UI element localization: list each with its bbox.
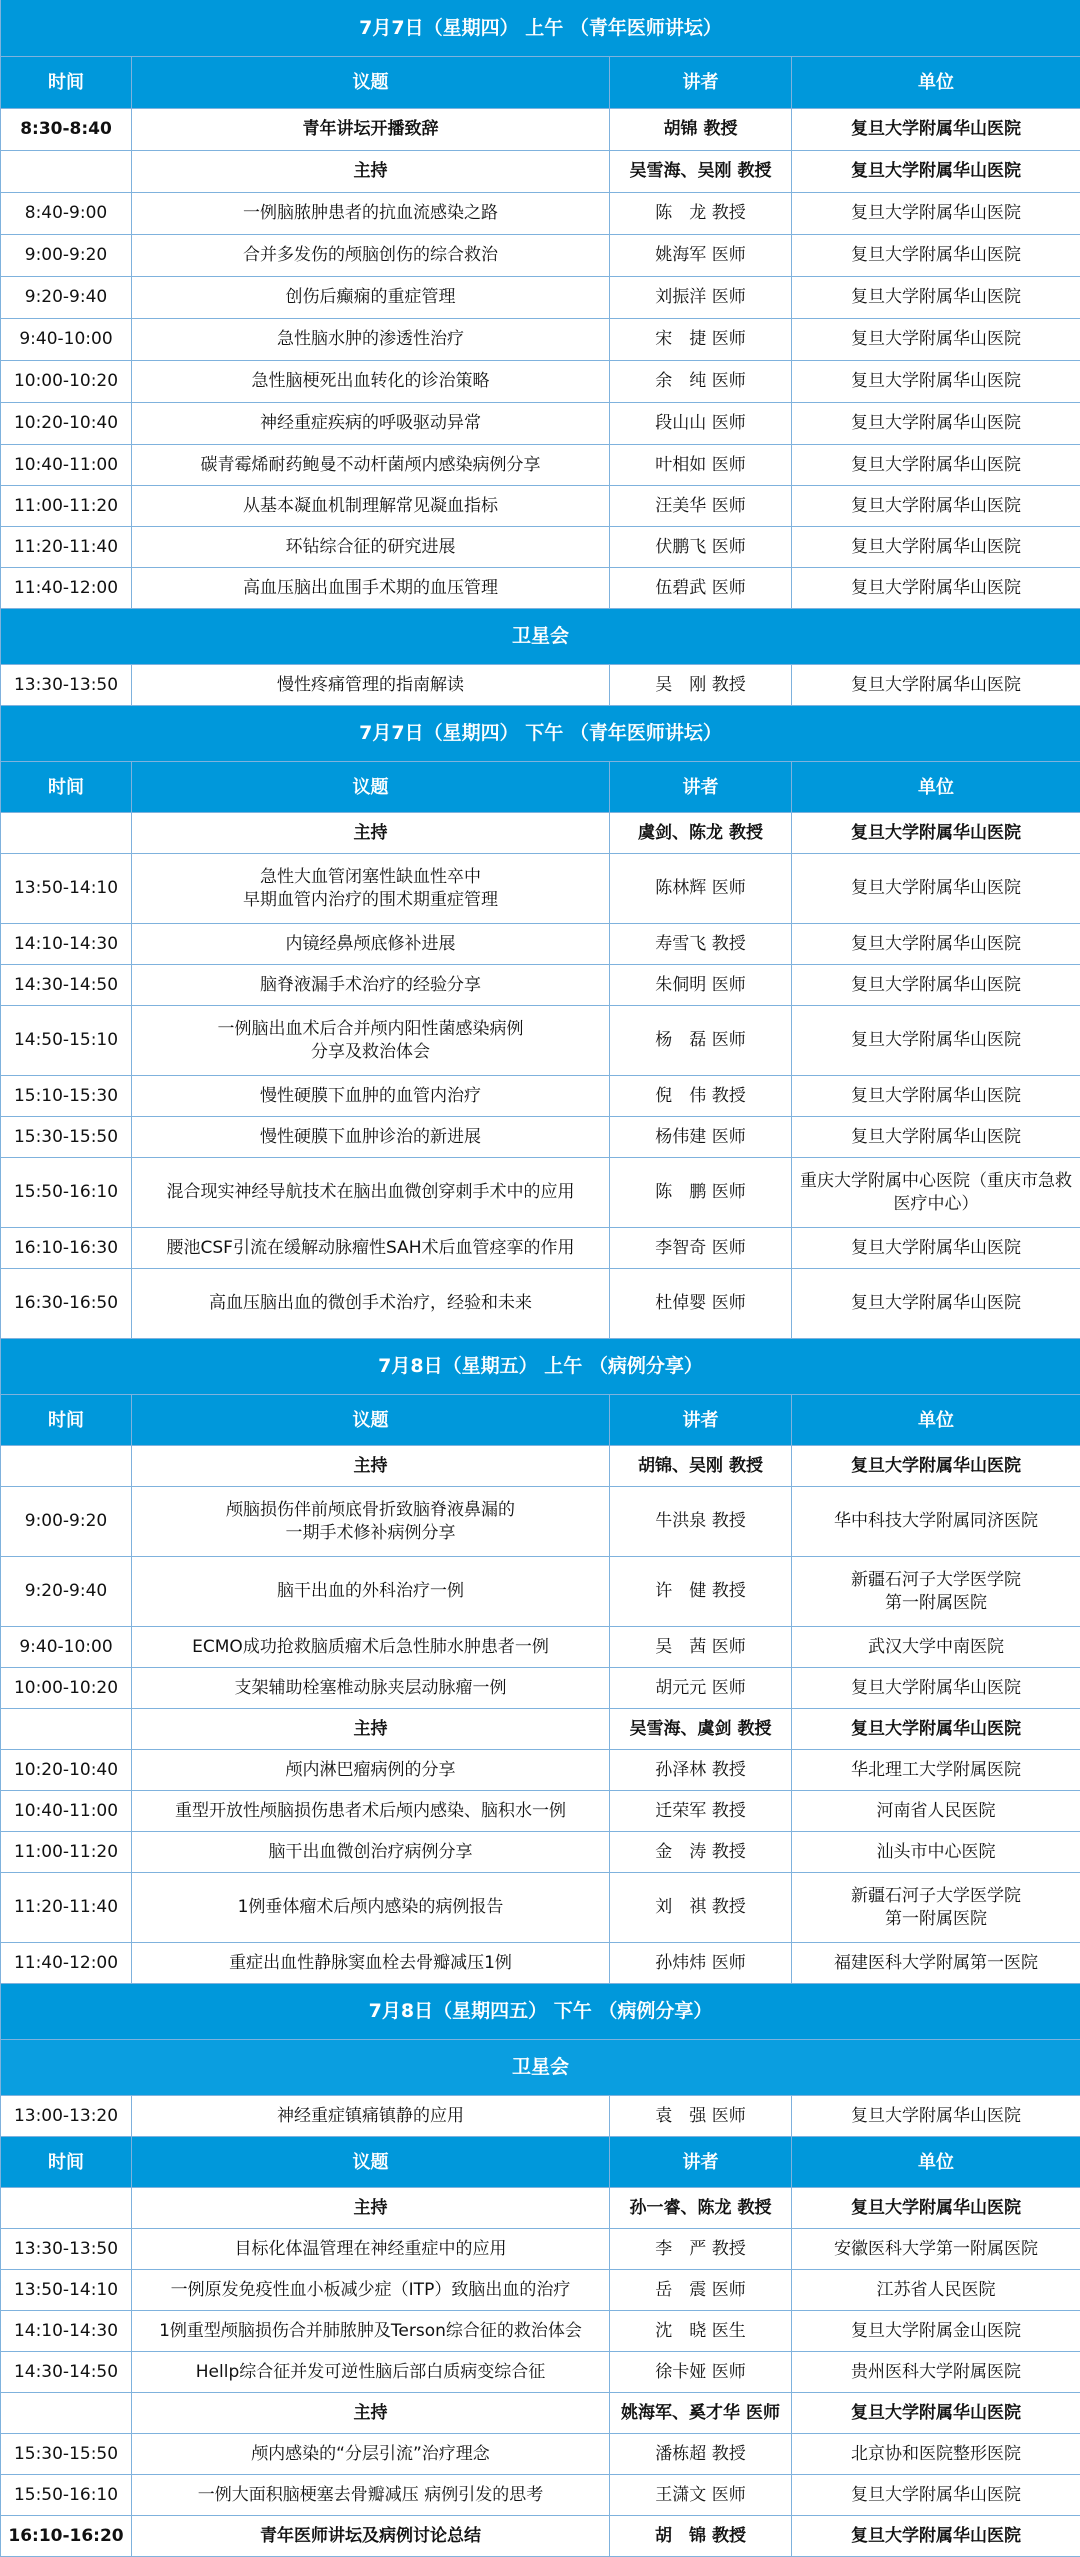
- unit-cell: 复旦大学附属华山医院: [792, 1668, 1080, 1709]
- speaker-cell: 李 严 教授: [610, 2229, 792, 2270]
- topic-cell: 急性脑水肿的渗透性治疗: [132, 319, 610, 361]
- column-header-speaker: 讲者: [610, 1395, 792, 1446]
- unit-cell: 重庆大学附属中心医院（重庆市急救医疗中心）: [792, 1158, 1080, 1228]
- unit-cell: 复旦大学附属华山医院: [792, 361, 1080, 403]
- topic-cell: 1例重型颅脑损伤合并肺脓肿及Terson综合征的救治体会: [132, 2311, 610, 2352]
- topic-cell: 一例脑脓肿患者的抗血流感染之路: [132, 193, 610, 235]
- time-cell: 11:20-11:40: [1, 527, 132, 568]
- topic-cell: 主持: [132, 1446, 610, 1487]
- unit-cell: 复旦大学附属华山医院: [792, 193, 1080, 235]
- topic-cell: 颅脑损伤伴前颅底骨折致脑脊液鼻漏的 一期手术修补病例分享: [132, 1487, 610, 1557]
- time-cell: [1, 1709, 132, 1750]
- speaker-cell: 胡锦、吴刚 教授: [610, 1446, 792, 1487]
- time-cell: 14:10-14:30: [1, 924, 132, 965]
- speaker-cell: 徐卡娅 医师: [610, 2352, 792, 2393]
- section-title: 卫星会: [1, 2040, 1080, 2096]
- time-cell: 8:40-9:00: [1, 193, 132, 235]
- time-cell: [1, 1446, 132, 1487]
- speaker-cell: 叶相如 医师: [610, 445, 792, 486]
- unit-cell: 江苏省人民医院: [792, 2270, 1080, 2311]
- time-cell: 10:00-10:20: [1, 1668, 132, 1709]
- time-cell: 9:00-9:20: [1, 1487, 132, 1557]
- time-cell: [1, 2393, 132, 2434]
- speaker-cell: 杨伟建 医师: [610, 1117, 792, 1158]
- time-cell: [1, 151, 132, 193]
- unit-cell: 复旦大学附属华山医院: [792, 1228, 1080, 1269]
- topic-cell: 神经重症疾病的呼吸驱动异常: [132, 403, 610, 445]
- unit-cell: 复旦大学附属华山医院: [792, 2188, 1080, 2229]
- unit-cell: 复旦大学附属华山医院: [792, 2516, 1080, 2557]
- speaker-cell: 汪美华 医师: [610, 486, 792, 527]
- time-cell: 8:30-8:40: [1, 109, 132, 151]
- speaker-cell: 胡 锦 教授: [610, 2516, 792, 2557]
- topic-cell: 内镜经鼻颅底修补进展: [132, 924, 610, 965]
- time-cell: 11:00-11:20: [1, 486, 132, 527]
- topic-cell: 脑脊液漏手术治疗的经验分享: [132, 965, 610, 1006]
- unit-cell: 复旦大学附属华山医院: [792, 1446, 1080, 1487]
- speaker-cell: 虞剑、陈龙 教授: [610, 813, 792, 854]
- topic-cell: 脑干出血的外科治疗一例: [132, 1557, 610, 1627]
- column-header-unit: 单位: [792, 762, 1080, 813]
- time-cell: 11:00-11:20: [1, 1832, 132, 1873]
- time-cell: 14:50-15:10: [1, 1006, 132, 1076]
- speaker-cell: 孙炜炜 医师: [610, 1943, 792, 1984]
- time-cell: 13:30-13:50: [1, 665, 132, 706]
- speaker-cell: 杨 磊 医师: [610, 1006, 792, 1076]
- speaker-cell: 孙一睿、陈龙 教授: [610, 2188, 792, 2229]
- speaker-cell: 段山山 医师: [610, 403, 792, 445]
- speaker-cell: 胡锦 教授: [610, 109, 792, 151]
- topic-cell: 主持: [132, 1709, 610, 1750]
- speaker-cell: 潘栋超 教授: [610, 2434, 792, 2475]
- topic-cell: 神经重症镇痛镇静的应用: [132, 2096, 610, 2137]
- speaker-cell: 刘 祺 教授: [610, 1873, 792, 1943]
- column-header-topic: 议题: [132, 1395, 610, 1446]
- column-header-time: 时间: [1, 57, 132, 109]
- topic-cell: 主持: [132, 813, 610, 854]
- topic-cell: 慢性硬膜下血肿的血管内治疗: [132, 1076, 610, 1117]
- unit-cell: 贵州医科大学附属医院: [792, 2352, 1080, 2393]
- speaker-cell: 吴 茜 医师: [610, 1627, 792, 1668]
- topic-cell: ECMO成功抢救脑质瘤术后急性肺水肿患者一例: [132, 1627, 610, 1668]
- speaker-cell: 伏鹏飞 医师: [610, 527, 792, 568]
- unit-cell: 复旦大学附属华山医院: [792, 1076, 1080, 1117]
- topic-cell: Hellp综合征并发可逆性脑后部白质病变综合征: [132, 2352, 610, 2393]
- column-header-speaker: 讲者: [610, 57, 792, 109]
- topic-cell: 青年讲坛开播致辞: [132, 109, 610, 151]
- column-header-unit: 单位: [792, 1395, 1080, 1446]
- topic-cell: 主持: [132, 2393, 610, 2434]
- speaker-cell: 牛洪泉 教授: [610, 1487, 792, 1557]
- time-cell: 10:00-10:20: [1, 361, 132, 403]
- unit-cell: 复旦大学附属华山医院: [792, 2096, 1080, 2137]
- topic-cell: 混合现实神经导航技术在脑出血微创穿刺手术中的应用: [132, 1158, 610, 1228]
- column-header-speaker: 讲者: [610, 762, 792, 813]
- unit-cell: 复旦大学附属华山医院: [792, 109, 1080, 151]
- time-cell: 9:40-10:00: [1, 1627, 132, 1668]
- column-header-time: 时间: [1, 762, 132, 813]
- unit-cell: 复旦大学附属华山医院: [792, 527, 1080, 568]
- unit-cell: 复旦大学附属华山医院: [792, 403, 1080, 445]
- column-header-speaker: 讲者: [610, 2137, 792, 2188]
- speaker-cell: 宋 捷 医师: [610, 319, 792, 361]
- unit-cell: 复旦大学附属华山医院: [792, 2393, 1080, 2434]
- unit-cell: 复旦大学附属华山医院: [792, 1117, 1080, 1158]
- speaker-cell: 胡元元 医师: [610, 1668, 792, 1709]
- topic-cell: 高血压脑出血的微创手术治疗，经验和未来: [132, 1269, 610, 1339]
- topic-cell: 重型开放性颅脑损伤患者术后颅内感染、脑积水一例: [132, 1791, 610, 1832]
- time-cell: 9:20-9:40: [1, 1557, 132, 1627]
- topic-cell: 急性大血管闭塞性缺血性卒中 早期血管内治疗的围术期重症管理: [132, 854, 610, 924]
- speaker-cell: 迁荣军 教授: [610, 1791, 792, 1832]
- time-cell: 10:40-11:00: [1, 1791, 132, 1832]
- speaker-cell: 沈 晓 医生: [610, 2311, 792, 2352]
- unit-cell: 华北理工大学附属医院: [792, 1750, 1080, 1791]
- topic-cell: 碳青霉烯耐药鲍曼不动杆菌颅内感染病例分享: [132, 445, 610, 486]
- speaker-cell: 倪 伟 教授: [610, 1076, 792, 1117]
- time-cell: 10:20-10:40: [1, 1750, 132, 1791]
- speaker-cell: 岳 震 医师: [610, 2270, 792, 2311]
- time-cell: 9:40-10:00: [1, 319, 132, 361]
- speaker-cell: 杜倬婴 医师: [610, 1269, 792, 1339]
- time-cell: 13:00-13:20: [1, 2096, 132, 2137]
- unit-cell: 河南省人民医院: [792, 1791, 1080, 1832]
- unit-cell: 安徽医科大学第一附属医院: [792, 2229, 1080, 2270]
- time-cell: 15:10-15:30: [1, 1076, 132, 1117]
- topic-cell: 一例脑出血术后合并颅内阳性菌感染病例 分享及救治体会: [132, 1006, 610, 1076]
- time-cell: 9:20-9:40: [1, 277, 132, 319]
- unit-cell: 复旦大学附属华山医院: [792, 665, 1080, 706]
- unit-cell: 复旦大学附属华山医院: [792, 1269, 1080, 1339]
- time-cell: 14:30-14:50: [1, 965, 132, 1006]
- speaker-cell: 姚海军、奚才华 医师: [610, 2393, 792, 2434]
- time-cell: 9:00-9:20: [1, 235, 132, 277]
- topic-cell: 一例原发免疫性血小板减少症（ITP）致脑出血的治疗: [132, 2270, 610, 2311]
- time-cell: 13:50-14:10: [1, 854, 132, 924]
- unit-cell: 武汉大学中南医院: [792, 1627, 1080, 1668]
- speaker-cell: 吴雪海、虞剑 教授: [610, 1709, 792, 1750]
- time-cell: [1, 813, 132, 854]
- unit-cell: 复旦大学附属华山医院: [792, 854, 1080, 924]
- topic-cell: 主持: [132, 151, 610, 193]
- column-header-unit: 单位: [792, 2137, 1080, 2188]
- speaker-cell: 孙泽林 教授: [610, 1750, 792, 1791]
- speaker-cell: 李智奇 医师: [610, 1228, 792, 1269]
- time-cell: 11:20-11:40: [1, 1873, 132, 1943]
- column-header-topic: 议题: [132, 57, 610, 109]
- speaker-cell: 伍碧武 医师: [610, 568, 792, 609]
- time-cell: 16:30-16:50: [1, 1269, 132, 1339]
- speaker-cell: 刘振洋 医师: [610, 277, 792, 319]
- speaker-cell: 吴雪海、吴刚 教授: [610, 151, 792, 193]
- unit-cell: 新疆石河子大学医学院 第一附属医院: [792, 1557, 1080, 1627]
- section-title: 7月7日（星期四） 上午 （青年医师讲坛）: [1, 0, 1080, 57]
- topic-cell: 青年医师讲坛及病例讨论总结: [132, 2516, 610, 2557]
- unit-cell: 复旦大学附属华山医院: [792, 1709, 1080, 1750]
- speaker-cell: 陈 鹏 医师: [610, 1158, 792, 1228]
- topic-cell: 脑干出血微创治疗病例分享: [132, 1832, 610, 1873]
- time-cell: 15:50-16:10: [1, 1158, 132, 1228]
- section-title: 7月8日（星期四五） 下午 （病例分享）: [1, 1984, 1080, 2040]
- speaker-cell: 姚海军 医师: [610, 235, 792, 277]
- topic-cell: 腰池CSF引流在缓解动脉瘤性SAH术后血管痉挛的作用: [132, 1228, 610, 1269]
- time-cell: 11:40-12:00: [1, 1943, 132, 1984]
- time-cell: 14:30-14:50: [1, 2352, 132, 2393]
- time-cell: 15:50-16:10: [1, 2475, 132, 2516]
- topic-cell: 重症出血性静脉窦血栓去骨瓣减压1例: [132, 1943, 610, 1984]
- column-header-time: 时间: [1, 2137, 132, 2188]
- section-title: 卫星会: [1, 609, 1080, 665]
- unit-cell: 复旦大学附属华山医院: [792, 1006, 1080, 1076]
- speaker-cell: 王潇文 医师: [610, 2475, 792, 2516]
- topic-cell: 颅内淋巴瘤病例的分享: [132, 1750, 610, 1791]
- unit-cell: 复旦大学附属华山医院: [792, 965, 1080, 1006]
- column-header-time: 时间: [1, 1395, 132, 1446]
- speaker-cell: 许 健 教授: [610, 1557, 792, 1627]
- speaker-cell: 袁 强 医师: [610, 2096, 792, 2137]
- topic-cell: 颅内感染的“分层引流”治疗理念: [132, 2434, 610, 2475]
- time-cell: [1, 2188, 132, 2229]
- unit-cell: 汕头市中心医院: [792, 1832, 1080, 1873]
- speaker-cell: 陈 龙 教授: [610, 193, 792, 235]
- topic-cell: 1例垂体瘤术后颅内感染的病例报告: [132, 1873, 610, 1943]
- unit-cell: 新疆石河子大学医学院 第一附属医院: [792, 1873, 1080, 1943]
- unit-cell: 复旦大学附属华山医院: [792, 2475, 1080, 2516]
- unit-cell: 复旦大学附属华山医院: [792, 568, 1080, 609]
- topic-cell: 主持: [132, 2188, 610, 2229]
- topic-cell: 合并多发伤的颅脑创伤的综合救治: [132, 235, 610, 277]
- speaker-cell: 余 纯 医师: [610, 361, 792, 403]
- unit-cell: 复旦大学附属华山医院: [792, 486, 1080, 527]
- unit-cell: 北京协和医院整形医院: [792, 2434, 1080, 2475]
- unit-cell: 复旦大学附属华山医院: [792, 924, 1080, 965]
- speaker-cell: 金 涛 教授: [610, 1832, 792, 1873]
- topic-cell: 支架辅助栓塞椎动脉夹层动脉瘤一例: [132, 1668, 610, 1709]
- section-title: 7月8日（星期五） 上午 （病例分享）: [1, 1339, 1080, 1395]
- unit-cell: 华中科技大学附属同济医院: [792, 1487, 1080, 1557]
- unit-cell: 复旦大学附属华山医院: [792, 277, 1080, 319]
- time-cell: 13:50-14:10: [1, 2270, 132, 2311]
- unit-cell: 复旦大学附属华山医院: [792, 813, 1080, 854]
- time-cell: 10:40-11:00: [1, 445, 132, 486]
- speaker-cell: 陈林辉 医师: [610, 854, 792, 924]
- topic-cell: 环钻综合征的研究进展: [132, 527, 610, 568]
- unit-cell: 复旦大学附属华山医院: [792, 235, 1080, 277]
- time-cell: 14:10-14:30: [1, 2311, 132, 2352]
- column-header-unit: 单位: [792, 57, 1080, 109]
- topic-cell: 慢性疼痛管理的指南解读: [132, 665, 610, 706]
- unit-cell: 福建医科大学附属第一医院: [792, 1943, 1080, 1984]
- speaker-cell: 朱侗明 医师: [610, 965, 792, 1006]
- time-cell: 15:30-15:50: [1, 2434, 132, 2475]
- topic-cell: 目标化体温管理在神经重症中的应用: [132, 2229, 610, 2270]
- time-cell: 13:30-13:50: [1, 2229, 132, 2270]
- column-header-topic: 议题: [132, 2137, 610, 2188]
- topic-cell: 急性脑梗死出血转化的诊治策略: [132, 361, 610, 403]
- topic-cell: 创伤后癫痫的重症管理: [132, 277, 610, 319]
- unit-cell: 复旦大学附属华山医院: [792, 151, 1080, 193]
- time-cell: 15:30-15:50: [1, 1117, 132, 1158]
- column-header-topic: 议题: [132, 762, 610, 813]
- unit-cell: 复旦大学附属华山医院: [792, 319, 1080, 361]
- unit-cell: 复旦大学附属金山医院: [792, 2311, 1080, 2352]
- topic-cell: 高血压脑出血围手术期的血压管理: [132, 568, 610, 609]
- time-cell: 10:20-10:40: [1, 403, 132, 445]
- section-title: 7月7日（星期四） 下午 （青年医师讲坛）: [1, 706, 1080, 762]
- time-cell: 16:10-16:20: [1, 2516, 132, 2557]
- speaker-cell: 吴 刚 教授: [610, 665, 792, 706]
- time-cell: 11:40-12:00: [1, 568, 132, 609]
- topic-cell: 从基本凝血机制理解常见凝血指标: [132, 486, 610, 527]
- time-cell: 16:10-16:30: [1, 1228, 132, 1269]
- unit-cell: 复旦大学附属华山医院: [792, 445, 1080, 486]
- speaker-cell: 寿雪飞 教授: [610, 924, 792, 965]
- topic-cell: 慢性硬膜下血肿诊治的新进展: [132, 1117, 610, 1158]
- topic-cell: 一例大面积脑梗塞去骨瓣减压 病例引发的思考: [132, 2475, 610, 2516]
